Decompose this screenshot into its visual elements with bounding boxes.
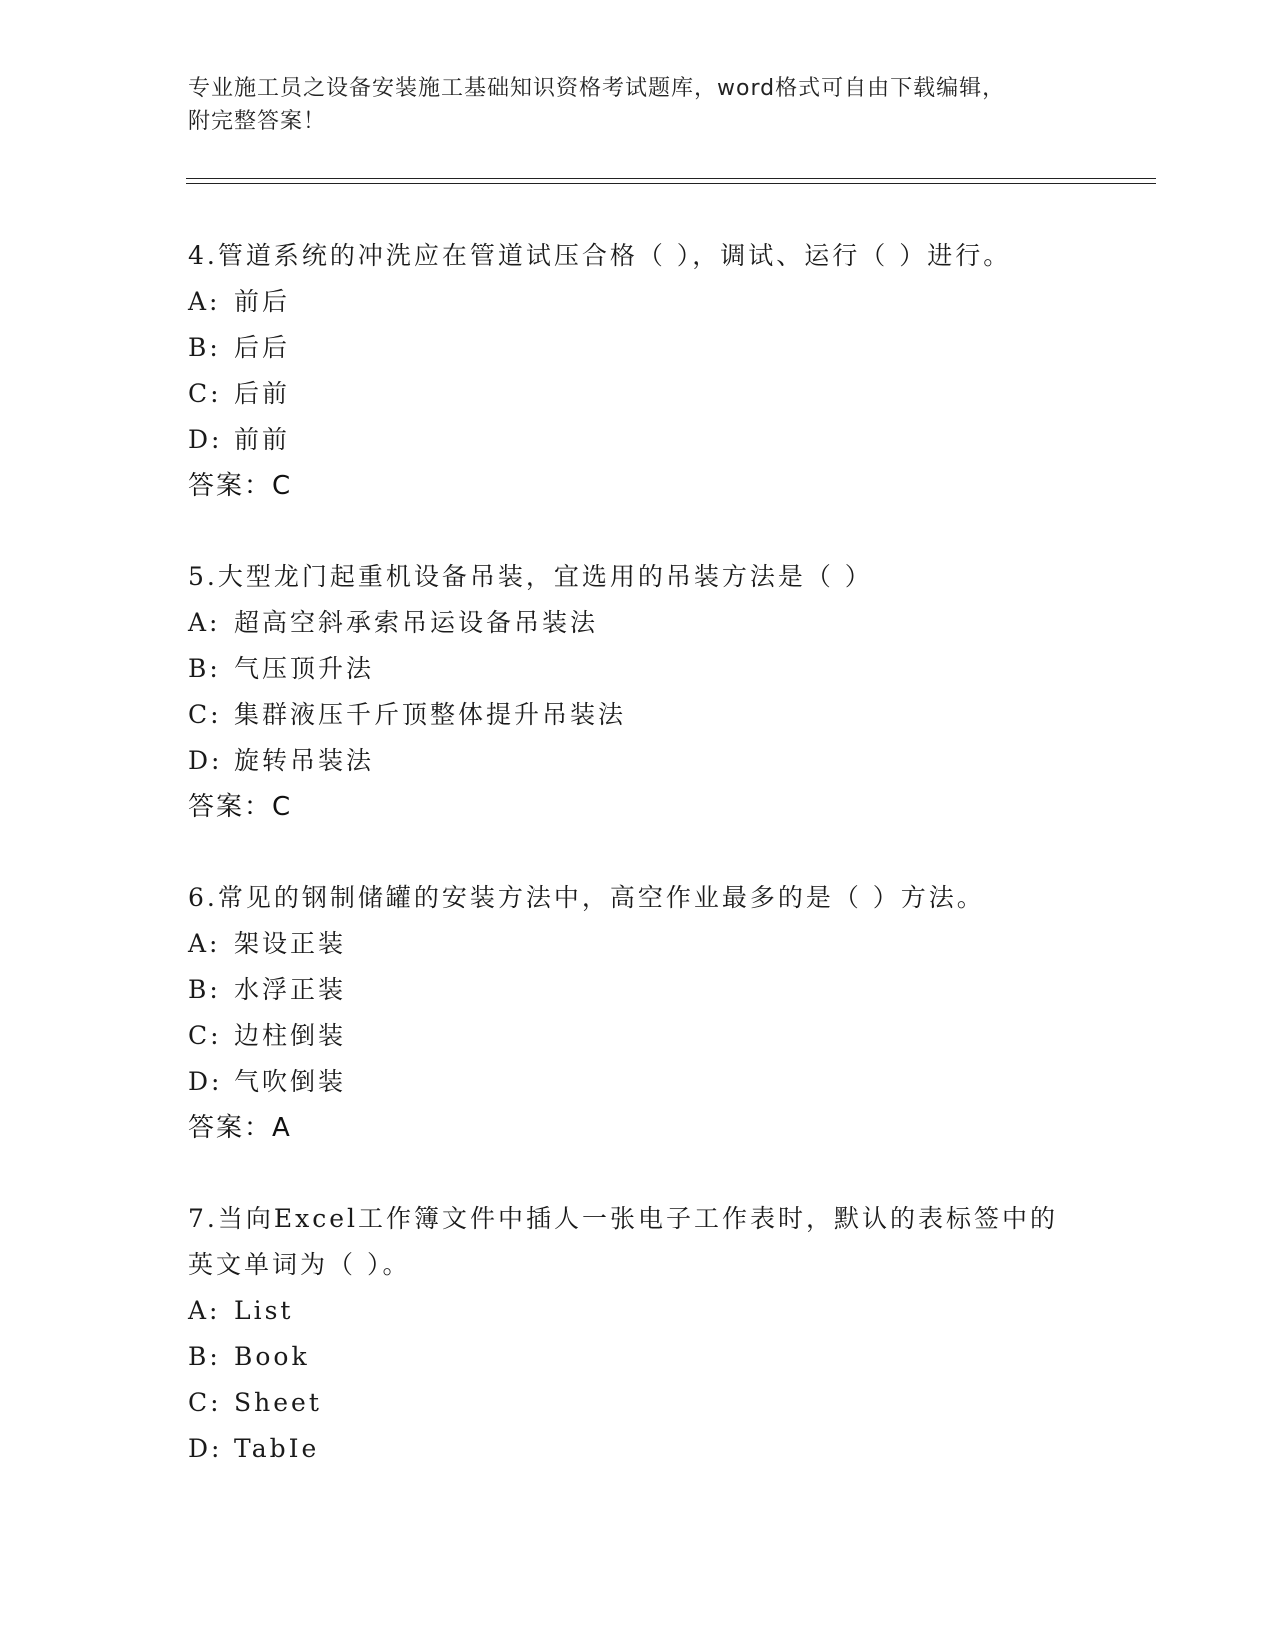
option-text: Book — [234, 1342, 310, 1371]
option-letter: A: — [188, 287, 221, 316]
option-text: Sheet — [234, 1388, 322, 1417]
option-letter: C: — [188, 379, 222, 408]
question-block — [188, 875, 1068, 1151]
question-block — [188, 554, 1068, 830]
option-d — [188, 1426, 1068, 1472]
option-c — [188, 1380, 1068, 1426]
option-letter: A: — [188, 608, 221, 637]
option-text: TabIe — [234, 1434, 320, 1463]
option-text: 架设正装 — [234, 929, 347, 958]
option-text: 水浮正装 — [234, 975, 347, 1004]
option-letter: B: — [188, 654, 221, 683]
option-text: 前后 — [234, 287, 291, 316]
option-a — [188, 600, 1068, 646]
option-letter: D: — [188, 1067, 223, 1096]
option-letter: D: — [188, 1434, 223, 1463]
option-letter: A: — [188, 1296, 221, 1325]
option-letter: C: — [188, 700, 222, 729]
question-stem: 7.当向Excel工作簿文件中插人一张电子工作表时，默认的表标签中的英文单词为（ ）。 — [188, 1204, 1058, 1279]
answer-line: 答案：C — [188, 792, 293, 822]
option-c — [188, 371, 1068, 417]
option-text: 旋转吊装法 — [234, 746, 375, 775]
option-b — [188, 967, 1068, 1013]
option-text: 超高空斜承索吊运设备吊装法 — [234, 608, 599, 637]
option-a — [188, 921, 1068, 967]
option-text: 气压顶升法 — [234, 654, 375, 683]
option-d — [188, 738, 1068, 784]
answer-line: 答案：A — [188, 1113, 292, 1143]
option-letter: B: — [188, 975, 221, 1004]
option-c — [188, 692, 1068, 738]
option-letter: D: — [188, 746, 223, 775]
option-text: 集群液压千斤顶整体提升吊装法 — [234, 700, 627, 729]
option-d — [188, 1059, 1068, 1105]
option-c — [188, 1013, 1068, 1059]
option-b — [188, 1334, 1068, 1380]
option-letter: B: — [188, 333, 221, 362]
option-a — [188, 279, 1068, 325]
option-text: 前前 — [234, 425, 291, 454]
question-block — [188, 233, 1068, 509]
question-stem: 6.常见的钢制储罐的安装方法中，高空作业最多的是（ ）方法。 — [188, 883, 985, 912]
option-letter: D: — [188, 425, 223, 454]
option-text: 后前 — [234, 379, 291, 408]
option-a — [188, 1288, 1068, 1334]
header-line-1: 专业施工员之设备安装施工基础知识资格考试题库，word格式可自由下载编辑， — [188, 76, 1006, 101]
answer-line: 答案：C — [188, 471, 293, 501]
option-letter: C: — [188, 1021, 222, 1050]
option-d — [188, 417, 1068, 463]
option-text: 边柱倒装 — [234, 1021, 347, 1050]
option-letter: B: — [188, 1342, 221, 1371]
question-block — [188, 1196, 1068, 1472]
header-divider-bottom — [186, 183, 1156, 184]
document-header — [188, 72, 1068, 138]
option-text: List — [234, 1296, 294, 1325]
header-line-2: 附完整答案！ — [188, 109, 327, 134]
option-text: 后后 — [234, 333, 291, 362]
question-stem: 4.管道系统的冲洗应在管道试压合格（ ），调试、运行（ ）进行。 — [188, 241, 1012, 270]
option-b — [188, 646, 1068, 692]
option-letter: C: — [188, 1388, 222, 1417]
option-letter: A: — [188, 929, 221, 958]
question-stem: 5.大型龙门起重机设备吊装，宜选用的吊装方法是（ ） — [188, 562, 873, 591]
option-b — [188, 325, 1068, 371]
header-divider-top — [186, 178, 1156, 179]
option-text: 气吹倒装 — [234, 1067, 347, 1096]
